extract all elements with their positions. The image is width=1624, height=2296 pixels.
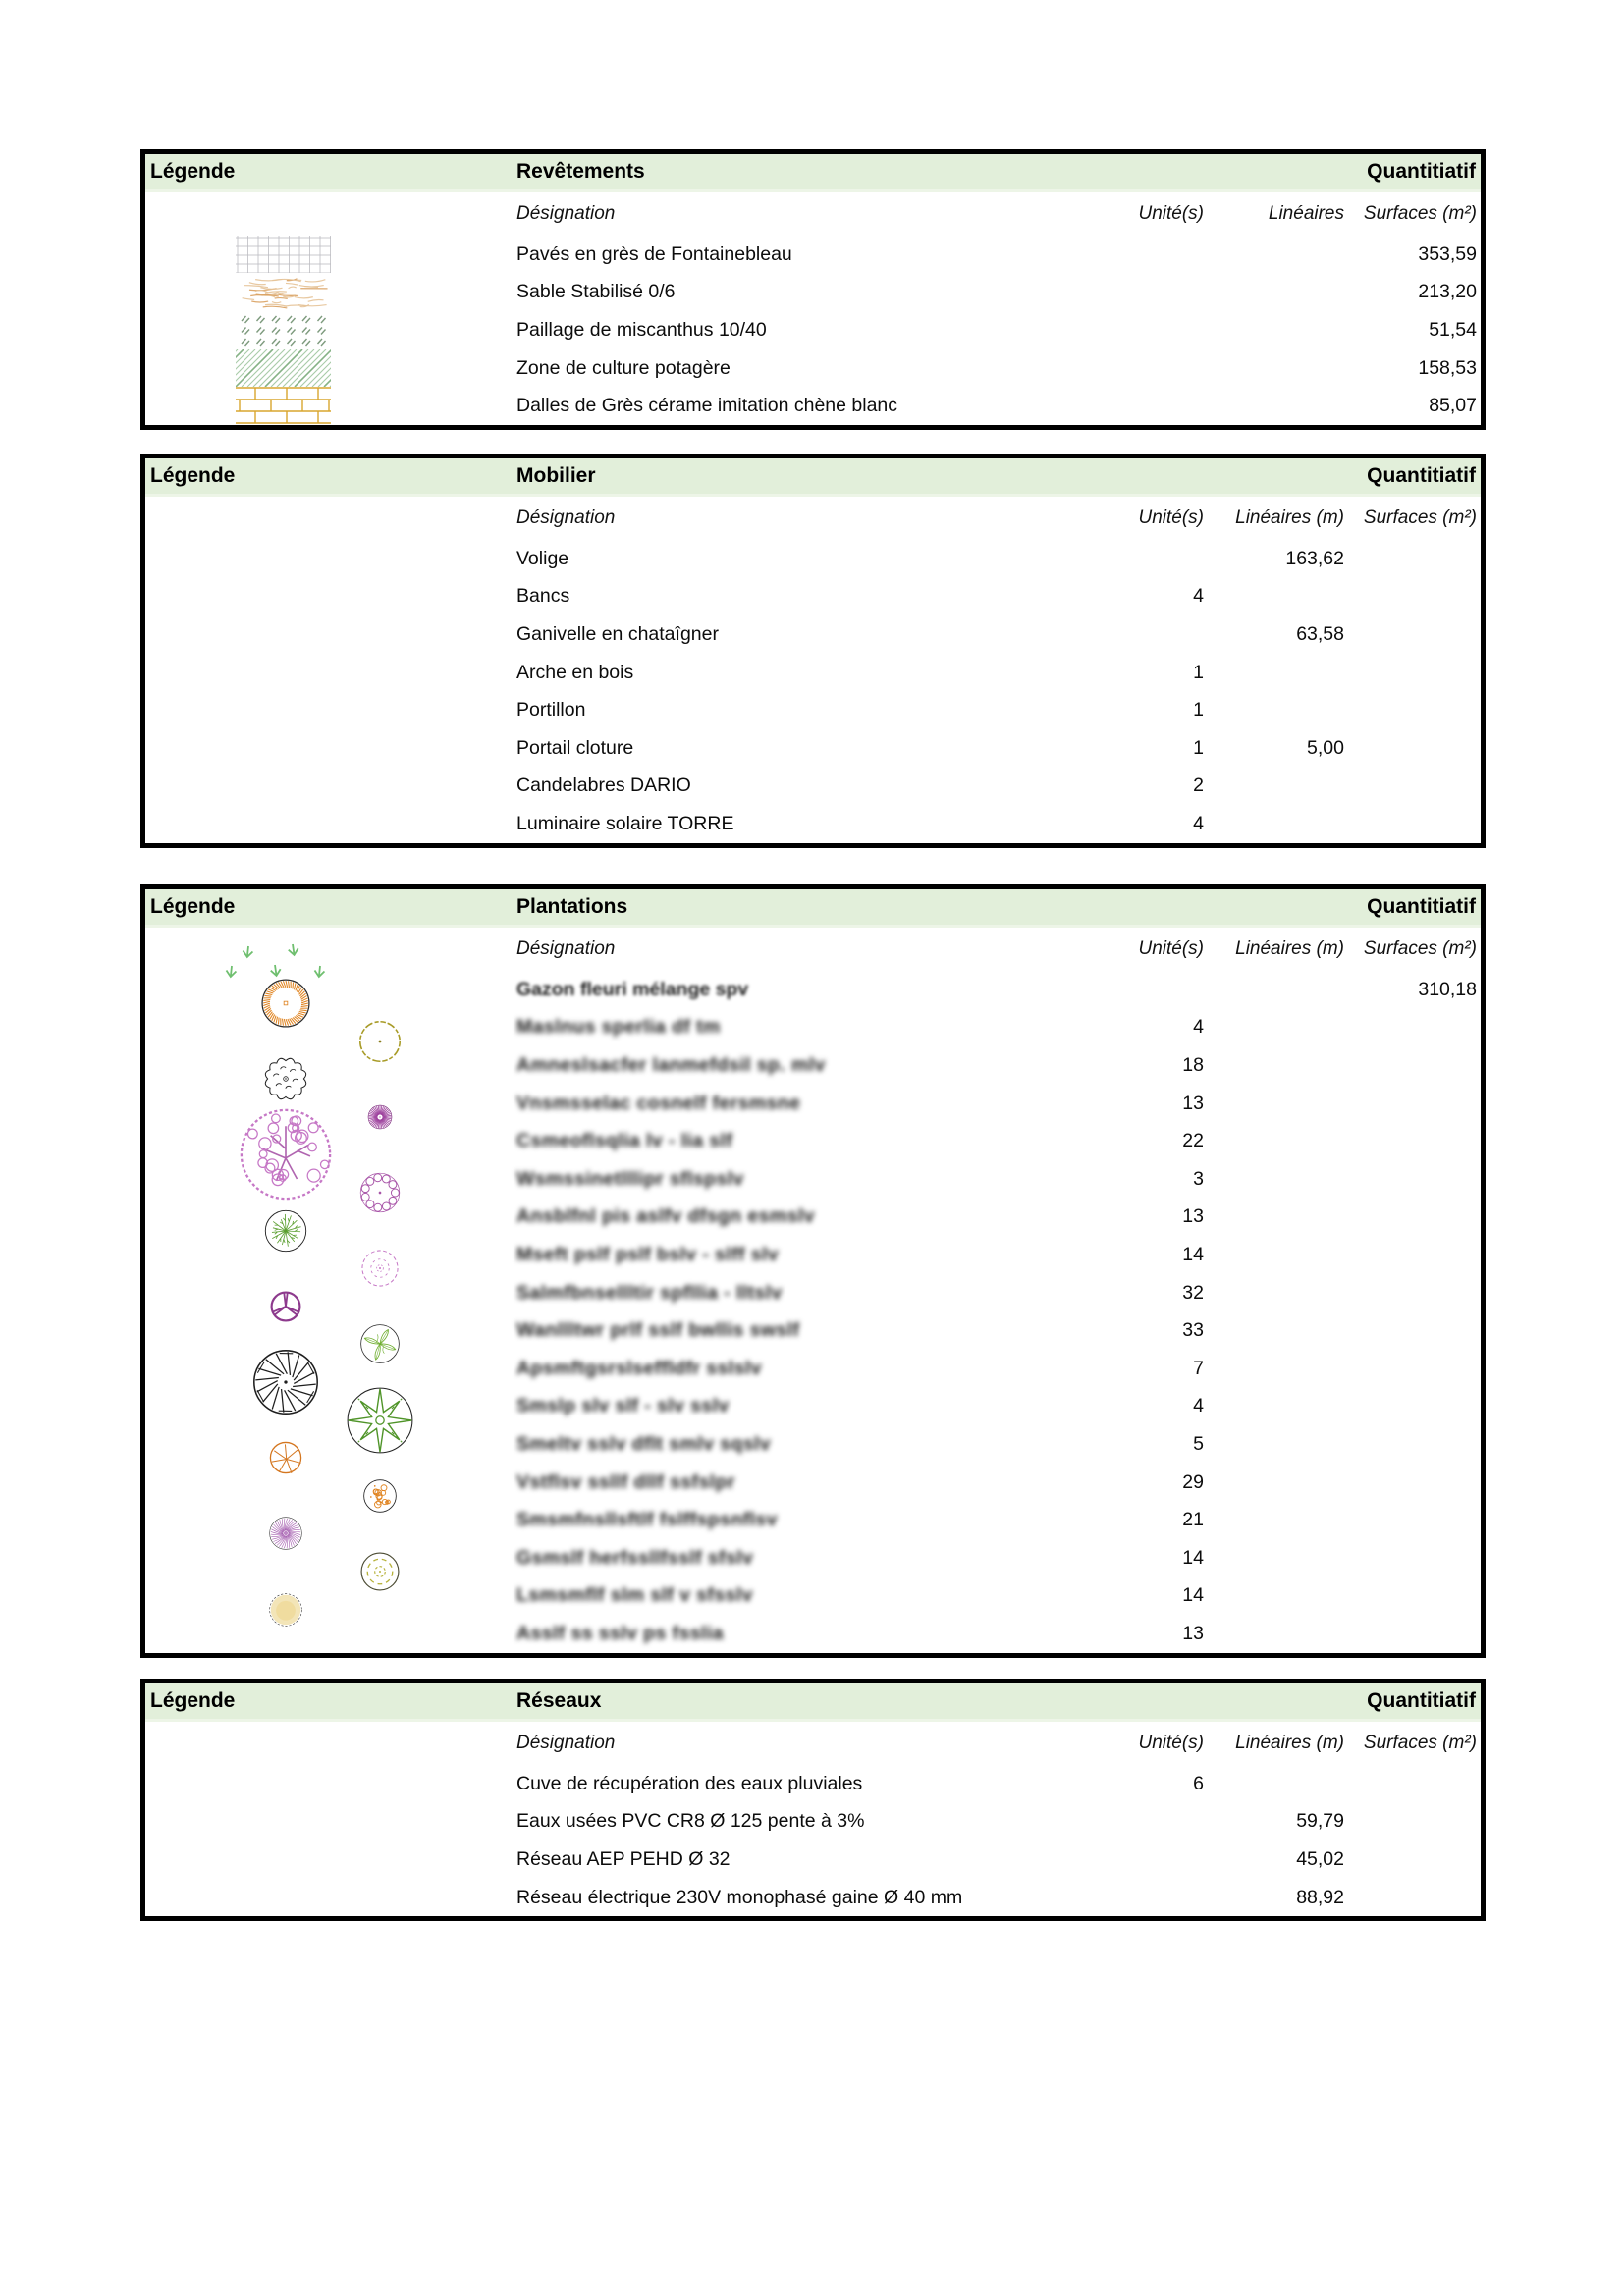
redacted-designation-text: Smslp slv slf - slv sslv: [516, 1395, 730, 1417]
units-value: 14: [1182, 1546, 1204, 1569]
redacted-designation-text: Wsmssinetlllipr sflspslv: [516, 1167, 744, 1190]
redacted-designation-text: Amneslsacfer lanmefdsil sp. mlv: [516, 1053, 826, 1076]
legend-cell: [145, 349, 516, 388]
legend-cell: [145, 1160, 516, 1199]
linear-value: 45,02: [1296, 1847, 1344, 1870]
surface-value: 51,54: [1429, 318, 1477, 341]
legend-cell: [145, 540, 516, 578]
redacted-designation-text: Lsmsmflf slm slf v sfsslv: [516, 1584, 753, 1607]
table-row: [145, 1539, 1481, 1577]
legend-cell: [145, 1388, 516, 1426]
table-row: [145, 540, 1481, 578]
redacted-designation-text: Smsmfnsllsftlf fslffspsnflsv: [516, 1509, 778, 1531]
designation-text: Portillon: [516, 699, 586, 721]
legend-cell: [145, 971, 516, 1009]
designation-text: Volige: [516, 547, 569, 569]
legend-cell: [145, 654, 516, 692]
legend-cell: [145, 1765, 516, 1803]
swatch-hash-green-icon: [236, 311, 331, 348]
table-plantations: [140, 884, 1486, 1658]
redacted-designation-text: Wanllltwr prlf sslf bwllis swslf: [516, 1319, 800, 1342]
legend-cell: [145, 578, 516, 616]
table-row: [145, 578, 1481, 616]
col-header-linear: Linéaires: [1268, 203, 1344, 224]
table-row: [145, 1879, 1481, 1917]
col-header-linear: Linéaires (m): [1235, 1733, 1344, 1753]
units-value: 22: [1182, 1130, 1204, 1152]
units-value: 4: [1193, 812, 1204, 834]
table-row: [145, 971, 1481, 1009]
legend-cell: [145, 1577, 516, 1616]
units-value: 13: [1182, 1622, 1204, 1644]
designation-text: Cuve de récupération des eaux pluviales: [516, 1772, 863, 1794]
table-header-mobilier: [145, 458, 1481, 497]
col-header-units: Unité(s): [1138, 1733, 1204, 1753]
quantity-header-label: Quantitiatif: [1367, 895, 1476, 918]
surface-value: 213,20: [1418, 281, 1477, 303]
units-value: 13: [1182, 1092, 1204, 1114]
units-value: 21: [1182, 1509, 1204, 1531]
units-value: 5: [1193, 1432, 1204, 1455]
table-reseaux: [140, 1679, 1486, 1921]
table-header-revetements: [145, 154, 1481, 192]
redacted-designation-text: Vstflsv ssllf dllf ssfslpr: [516, 1470, 735, 1493]
units-value: 33: [1182, 1319, 1204, 1342]
table-row: [145, 1199, 1481, 1237]
redacted-designation-text: Maslnus sperlia df tm: [516, 1016, 721, 1039]
redacted-designation-text: Mseft pslf pslf bslv - slff slv: [516, 1243, 780, 1265]
col-header-units: Unité(s): [1138, 938, 1204, 959]
units-value: 18: [1182, 1053, 1204, 1076]
column-headers: [145, 192, 1481, 236]
designation-text: Zone de culture potagère: [516, 356, 731, 379]
designation-text: Paillage de miscanthus 10/40: [516, 318, 767, 341]
surface-value: 85,07: [1429, 395, 1477, 417]
quantity-header-label: Quantitiatif: [1367, 160, 1476, 183]
col-header-designation: Désignation: [516, 938, 616, 959]
table-row: [145, 1765, 1481, 1803]
table-row: [145, 805, 1481, 843]
units-value: 13: [1182, 1205, 1204, 1228]
col-header-units: Unité(s): [1138, 507, 1204, 528]
units-value: 3: [1193, 1167, 1204, 1190]
legend-cell: [145, 1879, 516, 1917]
redacted-designation-text: Salmfbnsellltir spfllia - lltslv: [516, 1281, 783, 1304]
col-header-surface: Surfaces (m²): [1363, 507, 1477, 528]
table-row: [145, 311, 1481, 349]
table-row: [145, 1841, 1481, 1879]
legend-header-label: Légende: [150, 895, 236, 918]
units-value: 29: [1182, 1470, 1204, 1493]
col-header-surface: Surfaces (m²): [1363, 203, 1477, 224]
table-row: [145, 387, 1481, 425]
designation-text: Dalles de Grès cérame imitation chène blanc: [516, 395, 898, 417]
col-header-linear: Linéaires (m): [1235, 938, 1344, 959]
table-revetements: [140, 149, 1486, 430]
table-row: [145, 1009, 1481, 1047]
designation-text: Réseau AEP PEHD Ø 32: [516, 1847, 731, 1870]
swatch-scribble-tan-icon: [236, 274, 331, 311]
units-value: 7: [1193, 1357, 1204, 1379]
swatch-diag-green-icon: [236, 349, 331, 387]
legend-header-label: Légende: [150, 1689, 236, 1712]
units-value: 1: [1193, 661, 1204, 683]
col-header-linear: Linéaires (m): [1235, 507, 1344, 528]
linear-value: 88,92: [1296, 1886, 1344, 1908]
legend-cell: [145, 1046, 516, 1085]
legend-cell: [145, 1539, 516, 1577]
table-row: [145, 654, 1481, 692]
table-row: [145, 236, 1481, 274]
table-row: [145, 615, 1481, 654]
designation-text: Pavés en grès de Fontainebleau: [516, 242, 792, 265]
quantity-header-label: Quantitiatif: [1367, 1689, 1476, 1712]
redacted-designation-text: Csmeoflsqlia lv - lia slf: [516, 1130, 733, 1152]
column-headers: [145, 1722, 1481, 1765]
legend-cell: [145, 387, 516, 425]
redacted-designation-text: Vnsmsselac cosnelf fersmsne: [516, 1092, 801, 1114]
legend-cell: [145, 691, 516, 729]
section-title: Revêtements: [516, 160, 645, 183]
col-header-surface: Surfaces (m²): [1363, 1733, 1477, 1753]
units-value: 14: [1182, 1584, 1204, 1607]
swatch-brick-orange-icon: [236, 387, 331, 424]
section-title: Réseaux: [516, 1689, 602, 1712]
legend-cell: [145, 805, 516, 843]
column-headers: [145, 928, 1481, 971]
table-header-reseaux: [145, 1683, 1481, 1722]
legend-cell: [145, 1311, 516, 1350]
designation-text: Eaux usées PVC CR8 Ø 125 pente à 3%: [516, 1810, 865, 1833]
designation-text: Portail cloture: [516, 736, 634, 759]
table-row: [145, 1425, 1481, 1464]
units-value: 1: [1193, 736, 1204, 759]
legend-cell: [145, 1803, 516, 1842]
units-value: 2: [1193, 774, 1204, 797]
legend-cell: [145, 1841, 516, 1879]
linear-value: 163,62: [1285, 547, 1344, 569]
legend-cell: [145, 1350, 516, 1388]
redacted-designation-text: Gsmslf herfssllfsslf sfslv: [516, 1546, 754, 1569]
surface-value: 158,53: [1418, 356, 1477, 379]
table-row: [145, 1160, 1481, 1199]
redacted-designation-text: Asslf ss sslv ps fsslia: [516, 1622, 724, 1644]
legend-cell: [145, 615, 516, 654]
table-row: [145, 729, 1481, 768]
legend-cell: [145, 1274, 516, 1312]
redacted-designation-text: Ansblfnl pis aslfv dfsgn esmslv: [516, 1205, 815, 1228]
legend-cell: [145, 1425, 516, 1464]
swatch-grid-gray-icon: [236, 236, 331, 273]
legend-header-label: Légende: [150, 464, 236, 487]
designation-text: Bancs: [516, 585, 570, 608]
linear-value: 59,79: [1296, 1810, 1344, 1833]
table-row: [145, 1501, 1481, 1539]
table-row: [145, 1615, 1481, 1653]
designation-text: Sable Stabilisé 0/6: [516, 281, 676, 303]
units-value: 6: [1193, 1772, 1204, 1794]
table-row: [145, 1464, 1481, 1502]
units-value: 1: [1193, 699, 1204, 721]
designation-text: Réseau électrique 230V monophasé gaine Ø 40 mm: [516, 1886, 963, 1908]
designation-text: Ganivelle en chataîgner: [516, 622, 719, 645]
legend-cell: [145, 1501, 516, 1539]
units-value: 32: [1182, 1281, 1204, 1304]
redacted-designation-text: Smeltv sslv dflt smlv sqslv: [516, 1432, 771, 1455]
designation-text: Luminaire solaire TORRE: [516, 812, 734, 834]
section-title: Plantations: [516, 895, 628, 918]
linear-value: 5,00: [1307, 736, 1344, 759]
units-value: 4: [1193, 1395, 1204, 1417]
legend-cell: [145, 311, 516, 349]
legend-cell: [145, 1464, 516, 1502]
units-value: 4: [1193, 1016, 1204, 1039]
units-value: 4: [1193, 585, 1204, 608]
legend-cell: [145, 1615, 516, 1653]
table-row: [145, 1350, 1481, 1388]
designation-text: Arche en bois: [516, 661, 634, 683]
legend-cell: [145, 1122, 516, 1160]
surface-value: 353,59: [1418, 242, 1477, 265]
table-row: [145, 1236, 1481, 1274]
section-title: Mobilier: [516, 464, 596, 487]
table-row: [145, 1388, 1481, 1426]
table-row: [145, 1122, 1481, 1160]
col-header-surface: Surfaces (m²): [1363, 938, 1477, 959]
redacted-designation-text: Apsmftgsrslseffldfr sslslv: [516, 1357, 762, 1379]
table-row: [145, 1046, 1481, 1085]
table-row: [145, 349, 1481, 388]
designation-text: Candelabres DARIO: [516, 774, 691, 797]
legend-cell: [145, 1236, 516, 1274]
redacted-designation-text: Gazon fleuri mélange spv: [516, 978, 749, 1000]
legend-cell: [145, 1199, 516, 1237]
col-header-designation: Désignation: [516, 1733, 616, 1753]
table-row: [145, 1803, 1481, 1842]
table-mobilier: [140, 454, 1486, 848]
column-headers: [145, 497, 1481, 540]
col-header-designation: Désignation: [516, 507, 616, 528]
col-header-designation: Désignation: [516, 203, 616, 224]
table-row: [145, 274, 1481, 312]
legend-cell: [145, 729, 516, 768]
table-row: [145, 1085, 1481, 1123]
linear-value: 63,58: [1296, 622, 1344, 645]
col-header-units: Unité(s): [1138, 203, 1204, 224]
legend-cell: [145, 768, 516, 806]
table-row: [145, 1274, 1481, 1312]
legend-cell: [145, 1085, 516, 1123]
legend-header-label: Légende: [150, 160, 236, 183]
table-header-plantations: [145, 889, 1481, 928]
legend-cell: [145, 1009, 516, 1047]
units-value: 14: [1182, 1243, 1204, 1265]
table-row: [145, 1577, 1481, 1616]
legend-cell: [145, 236, 516, 274]
table-row: [145, 1311, 1481, 1350]
quantity-header-label: Quantitiatif: [1367, 464, 1476, 487]
legend-cell: [145, 274, 516, 312]
table-row: [145, 768, 1481, 806]
surface-value: 310,18: [1418, 978, 1477, 1000]
table-row: [145, 691, 1481, 729]
